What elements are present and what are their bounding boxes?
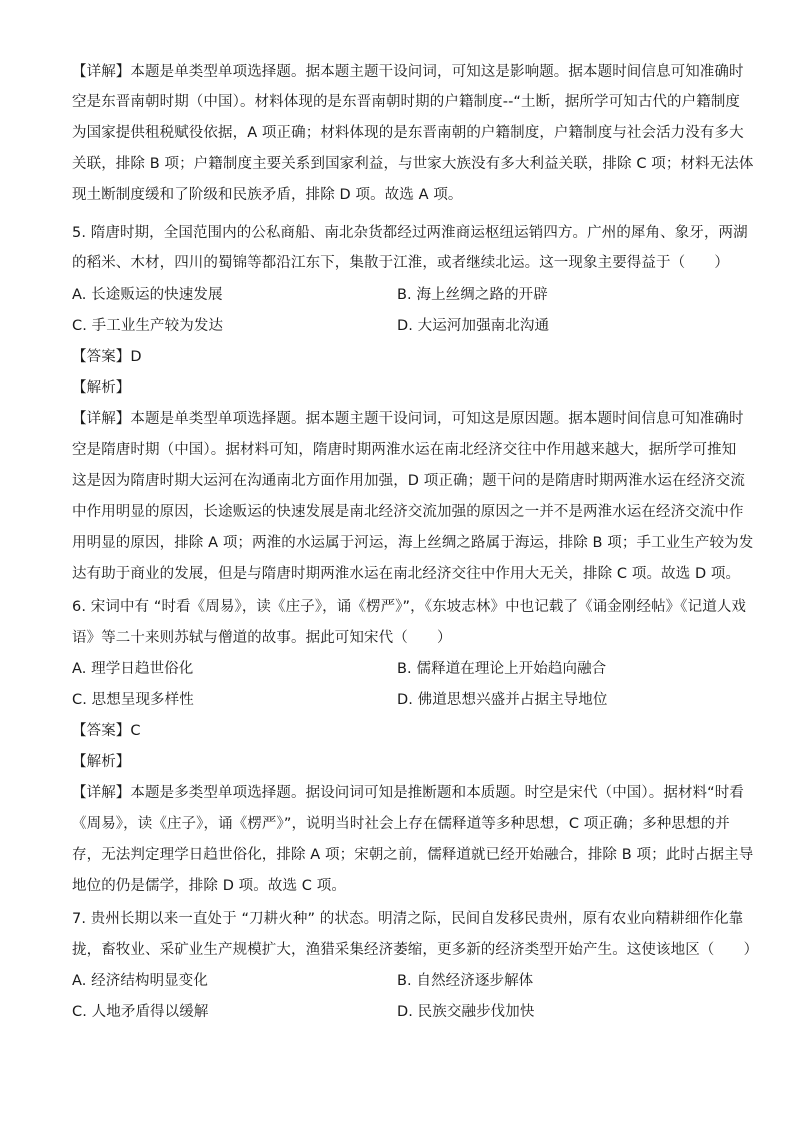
q6-detail-line-1: 【详解】本题是多类型单项选择题。据设问词可知是推断题和本质题。时空是宋代（中国）。据材料“时看 [72,785,744,801]
q7-option-d: D. 民族交融步伐加快 [397,1004,535,1020]
q6-option-b: B. 儒释道在理论上开始趋向融合 [397,661,607,677]
q7-stem-line-1: 7. 贵州长期以来一直处于 “刀耕火种” 的状态。明清之际，民间自发移民贵州，原有农业向精耕细作化靠 [72,911,744,927]
q4-detail-line-1: 【详解】本题是单类型单项选择题。据本题主题干设问词，可知这是影响题。据本题时间信息可知准确时 [72,64,744,80]
q6-option-a: A. 理学日趋世俗化 [72,661,194,677]
q5-stem-line-1: 5. 隋唐时期，全国范围内的公私商船、南北杂货都经过两淮商运枢纽运销四方。广州的犀角、象牙，两湖 [72,225,748,241]
q5-answer: 【答案】D [72,349,142,365]
q6-detail-line-2: 《周易》，读《庄子》，诵《楞严》”，说明当时社会上存在儒释道等多种思想，C 项正确；多种思想的并 [72,816,730,832]
q5-detail-line-4: 中作用明显的原因，长途贩运的快速发展是南北经济交流加强的原因之一并不是两淮水运在经济交流中作 [72,504,744,520]
q4-detail-line-5: 现土断制度缓和了阶级和民族矛盾，排除 D 项。故选 A 项。 [72,187,463,203]
q7-option-a: A. 经济结构明显变化 [72,973,208,989]
q5-analysis-label: 【解析】 [72,380,131,396]
q4-detail-line-4: 关联，排除 B 项；户籍制度主要关系到国家利益，与世家大族没有多大利益关联，排除 C 项；材料无法体 [72,156,754,172]
q5-option-b: B. 海上丝绸之路的开辟 [397,287,548,303]
q5-detail-line-1: 【详解】本题是单类型单项选择题。据本题主题干设问词，可知这是原因题。据本题时间信息可知准确时 [72,411,744,427]
q6-answer: 【答案】C [72,723,141,739]
q5-detail-line-5: 用明显的原因，排除 A 项；两淮的水运属于河运，海上丝绸之路属于海运，排除 B 项；手工业生产较为发 [72,535,754,551]
q6-detail-line-3: 存，无法判定理学日趋世俗化，排除 A 项；宋朝之前，儒释道就已经开始融合，排除 B 项；此时占据主导 [72,847,754,863]
q5-detail-line-3: 这是因为隋唐时期大运河在沟通南北方面作用加强，D 项正确；题干问的是隋唐时期两淮水运在经济交流 [72,473,745,489]
q6-stem-line-2: 语》等二十来则苏轼与僧道的故事。据此可知宋代（ ） [72,630,452,646]
q5-detail-line-6: 达有助于商业的发展，但是与隋唐时期两淮水运在南北经济交往中作用大无关，排除 C 项。故选 D 项。 [72,566,741,582]
q4-detail-line-3: 为国家提供租税赋役依据，A 项正确；材料体现的是东晋南朝的户籍制度，户籍制度与社会活力没有多大 [72,125,744,141]
q5-stem-line-2: 的稻米、木材，四川的蜀锦等都沿江东下，集散于江淮，或者继续北运。这一现象主要得益于（ ） [72,255,729,271]
q5-option-c: C. 手工业生产较为发达 [72,318,224,334]
q4-detail-line-2: 空是东晋南朝时期（中国）。材料体现的是东晋南朝时期的户籍制度--“土断，据所学可知古代的户籍制度 [72,94,741,110]
q7-option-c: C. 人地矛盾得以缓解 [72,1004,209,1020]
q6-option-c: C. 思想呈现多样性 [72,692,194,708]
q7-stem-line-2: 拢，畜牧业、采矿业生产规模扩大，渔猎采集经济萎缩，更多新的经济类型开始产生。这使该地区（ ） [72,942,759,958]
q6-option-d: D. 佛道思想兴盛并占据主导地位 [397,692,608,708]
q6-detail-line-4: 地位的仍是儒学，排除 D 项。故选 C 项。 [72,878,346,894]
q5-option-d: D. 大运河加强南北沟通 [397,318,550,334]
q5-detail-line-2: 空是隋唐时期（中国）。据材料可知，隋唐时期两淮水运在南北经济交往中作用越来越大，据所学可推知 [72,442,737,458]
q7-option-b: B. 自然经济逐步解体 [397,973,534,989]
q6-stem-line-1: 6. 宋词中有 “时看《周易》，读《庄子》，诵《楞严》”，《东坡志林》中也记载了《诵金刚经帖》《记道人戏 [72,599,747,615]
q5-option-a: A. 长途贩运的快速发展 [72,287,223,303]
q6-analysis-label: 【解析】 [72,754,131,770]
